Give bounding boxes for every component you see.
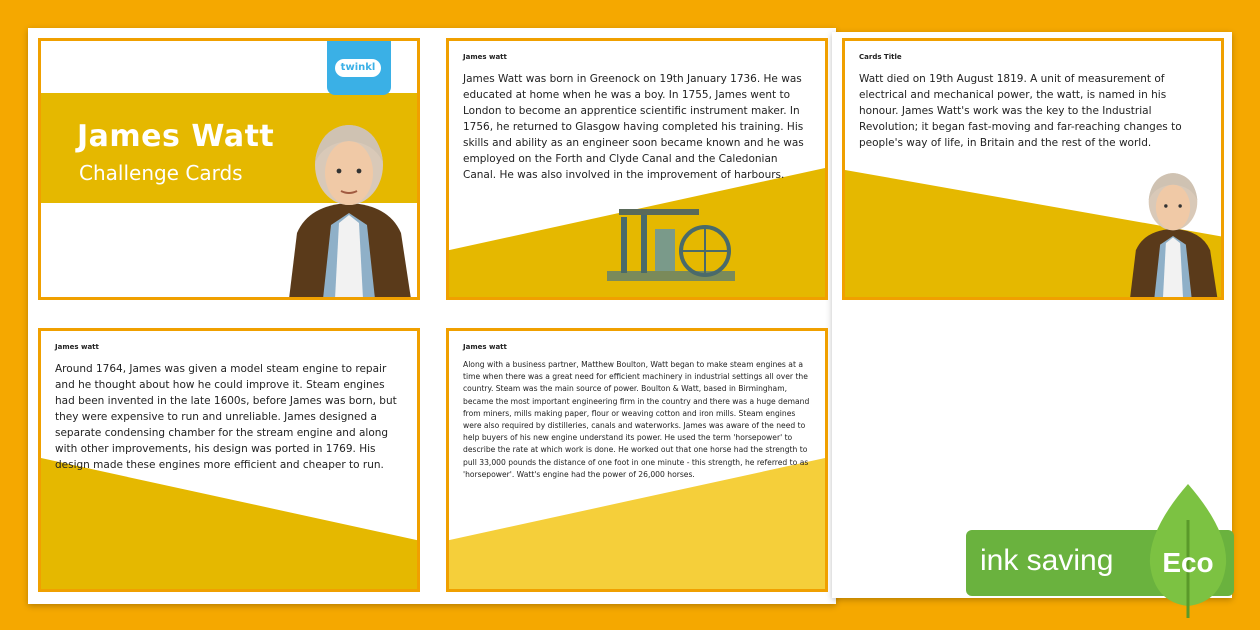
card-heading: James watt — [55, 343, 99, 351]
card-text: Around 1764, James was given a model steam engine to repair and he thought about how he could improve it. Steam engines had been invented in the late 1600s, before James was born, but they were expensive to run and unreliable. James designed a separate condensing chamber for the stream engine and along with other improvements, his design was ported in 1769. His design made these engines more efficient and cheaper to run. — [55, 363, 397, 471]
card-heading: James watt — [463, 53, 507, 61]
challenge-card-1 — [446, 38, 828, 300]
card-text: Along with a business partner, Matthew Boulton, Watt began to make steam engines at a time when there was a great need for efficient machinery in industrial settings all over the country. Steam was the main source of power. Boulton & Watt, based in Birmingham, became the most important engineering firm in the country and there was a huge demand from miners, mills making paper, flour or weaving cotton and iron mills. Steam engines were also required by distilleries, canals and waterworks. James was aware of the need to help buyers of his new engine understand its power. He used the term 'horsepower' to describe the rate at which work is done. He worked out that one horse had the strength to pull 33,000 pounds the distance of one foot in one minute - this strength, he referred to as 'horsepower'. Watt's engine had the power of 26,000 horses. — [463, 360, 810, 479]
card-text: Watt died on 19th August 1819. A unit of measurement of electrical and mechanical power, the watt, is named in his honour. James Watt's work was the key to the Industrial Revolution; it began fast-moving and far-reaching changes to people's way of life, in Britain and the rest of the world. — [859, 73, 1182, 149]
james-watt-portrait-image — [1123, 163, 1223, 299]
steam-engine-image — [601, 199, 741, 289]
twinkl-logo-text: twinkl — [335, 59, 381, 77]
james-watt-portrait-image — [279, 113, 419, 299]
card-text: James Watt was born in Greenock on 19th January 1736. He was educated at home when he was a boy. In 1755, James went to London to become an apprentice scientific instrument maker. In 1756, he returned to Glasgow having completed his training. His skills and ability as an engineer soon became known and he was employed on the Forth and Clyde Canal and the Caledonian Canal. He was also involved in the improvement of harbours. — [463, 73, 804, 181]
card-set-subtitle: Challenge Cards — [79, 161, 243, 185]
challenge-card-4 — [446, 328, 828, 592]
card-set-title: James Watt — [77, 119, 275, 154]
card-heading: Cards Title — [859, 53, 902, 61]
twinkl-logo — [327, 41, 391, 95]
eco-label: Eco — [1162, 547, 1214, 578]
challenge-card-2 — [842, 38, 1224, 300]
challenge-card-3 — [38, 328, 420, 592]
title-card — [38, 38, 420, 300]
ink-saving-label: ink saving — [980, 544, 1114, 577]
card-heading: James watt — [463, 343, 507, 351]
eco-leaf-icon — [1142, 480, 1234, 620]
